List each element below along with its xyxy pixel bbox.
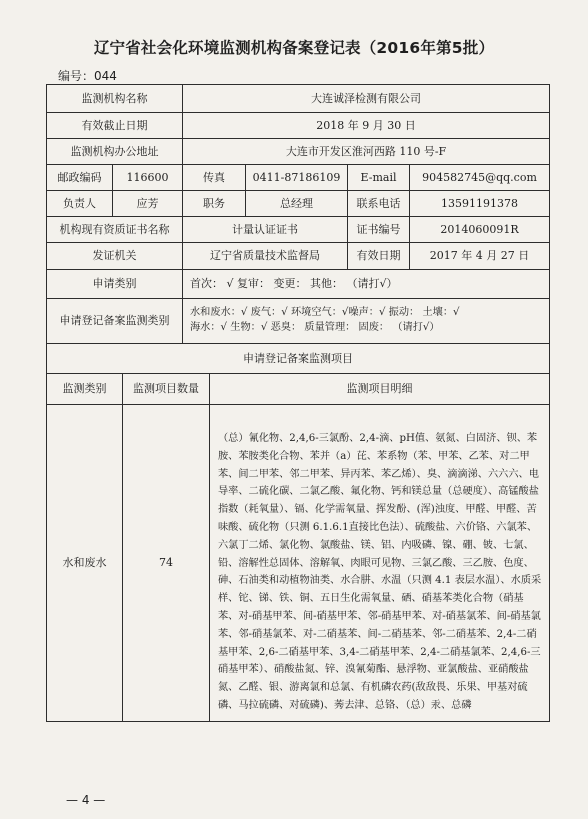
zip-label: 邮政编码 bbox=[47, 165, 113, 190]
apply-type-label: 申请类别 bbox=[47, 270, 183, 298]
project-header: 申请登记备案监测项目 bbox=[243, 351, 353, 365]
issuer-value: 辽宁省质量技术监督局 bbox=[183, 243, 348, 269]
project-column-row bbox=[47, 374, 549, 405]
record-number: 编号：044 bbox=[58, 69, 117, 83]
cert-value: 计量认证证书 bbox=[183, 217, 348, 242]
org-row bbox=[47, 85, 549, 113]
project-count: 74 bbox=[123, 405, 210, 721]
project-header-row bbox=[47, 344, 549, 374]
issuer-row bbox=[47, 243, 549, 270]
address-label: 监测机构办公地址 bbox=[47, 139, 183, 164]
page-title: 辽宁省社会化环境监测机构备案登记表（2016年第5批） bbox=[93, 39, 495, 57]
valid-value: 2017 年 4 月 27 日 bbox=[429, 249, 530, 263]
column-count: 监测项目数量 bbox=[123, 374, 210, 404]
project-row bbox=[47, 405, 549, 721]
page-number: — 4 — bbox=[66, 793, 106, 807]
position-value: 总经理 bbox=[246, 191, 348, 216]
project-details: （总）氰化物、2,4,6-三氯酚、2,4-滴、pH值、氨氮、白固济、钡、苯胺、苯胺类化合物、苯并（a）芘、苯系物（苯、甲苯、乙苯、对二甲苯、间二甲苯、邻二甲苯、异丙苯、苯乙烯）、臭、滴滴涕、六六六、电导率、二硫化碳、二氯乙酸、氟化物、钙和镁总量（总硬度）、高锰酸盐指数（耗氧量）、镉、化学需氧量、挥发酚、(浑)浊度、甲醛、甲醛、苦味酸、硫化物（只测 6.1.6.1直接比色法）、硫酸盐、六价铬、六氯苯、六氯丁二烯、氯化物、氯酸盐、镁、铝、内吸磷、镍、硼、铍、七氯、铅、溶解性总固体、溶解氧、肉眼可见物、三氯乙酸、三乙胺、色度、砷、石油类和动植物油类、水合肼、水温（只测 4.1 表层水温）、水质采样、铊、锑、铁、铜、五日生化需氧量、硒、硝基苯类化合物（硝基苯、对-硝基甲苯、间-硝基甲苯、邻-硝基甲苯、对-硝基氯苯、间-硝基氯苯、邻-硝基氯苯、对-二硝基苯、间-二硝基苯、邻-二硝基苯、2,4-二硝基甲苯、2,6-二硝基甲苯、3,4-二硝基甲苯、2,4-二硝基氯苯、2,4,6-三硝基甲苯）、硝酸盐氮、锌、溴氰菊酯、悬浮物、亚氯酸盐、亚硝酸盐氮、乙醛、银、游离氯和总氯、有机磷农药(敌敌畏、乐果、甲基对硫磷、马拉硫磷、对硫磷)、莠去津、总铬、（总）汞、总磷 bbox=[218, 433, 542, 711]
org-value: 大连诚泽检测有限公司 bbox=[311, 91, 421, 105]
apply-type-row bbox=[47, 270, 549, 299]
issuer-label: 发证机关 bbox=[47, 243, 183, 269]
apply-category-row bbox=[47, 299, 549, 344]
phone-label: 联系电话 bbox=[348, 191, 410, 216]
address-value: 大连市开发区淮河西路 110 号-F bbox=[285, 144, 447, 158]
expiry-row bbox=[47, 113, 549, 139]
cert-no-value: 2014060091R bbox=[440, 222, 519, 236]
valid-label: 有效日期 bbox=[348, 243, 410, 269]
leader-row bbox=[47, 191, 549, 217]
apply-category-line-2: 海水：√ 生物：√ 恶臭： 质量管理： 固废： （请打√） bbox=[190, 322, 440, 334]
apply-category-label: 申请登记备案监测类别 bbox=[47, 299, 183, 343]
phone-value: 13591191378 bbox=[441, 196, 518, 210]
apply-category-value bbox=[183, 299, 549, 343]
cert-label: 机构现有资质证书名称 bbox=[47, 217, 183, 242]
cert-no-label: 证书编号 bbox=[348, 217, 410, 242]
apply-type-value: 首次： √ 复审： 变更： 其他： （请打√） bbox=[190, 277, 398, 291]
fax-value: 0411-87186109 bbox=[246, 165, 348, 190]
org-label: 监测机构名称 bbox=[47, 85, 183, 112]
apply-category-line-1: 水和废水：√ 废气：√ 环境空气：√噪声：√ 振动： 土壤：√ bbox=[190, 307, 460, 318]
expiry-label: 有效截止日期 bbox=[47, 113, 183, 138]
leader-label: 负责人 bbox=[47, 191, 113, 216]
cert-row bbox=[47, 217, 549, 243]
expiry-value: 2018 年 9 月 30 日 bbox=[316, 118, 416, 132]
registration-form bbox=[46, 84, 550, 722]
zip-value: 116600 bbox=[113, 165, 183, 190]
fax-label: 传真 bbox=[183, 165, 246, 190]
email-value: 904582745@qq.com bbox=[422, 170, 537, 184]
column-details: 监测项目明细 bbox=[346, 382, 413, 396]
position-label: 职务 bbox=[183, 191, 246, 216]
email-label: E-mail bbox=[348, 165, 410, 190]
address-row bbox=[47, 139, 549, 165]
column-type: 监测类别 bbox=[47, 374, 123, 404]
contact-row bbox=[47, 165, 549, 191]
project-type: 水和废水 bbox=[47, 405, 123, 721]
leader-value: 应芳 bbox=[113, 191, 183, 216]
